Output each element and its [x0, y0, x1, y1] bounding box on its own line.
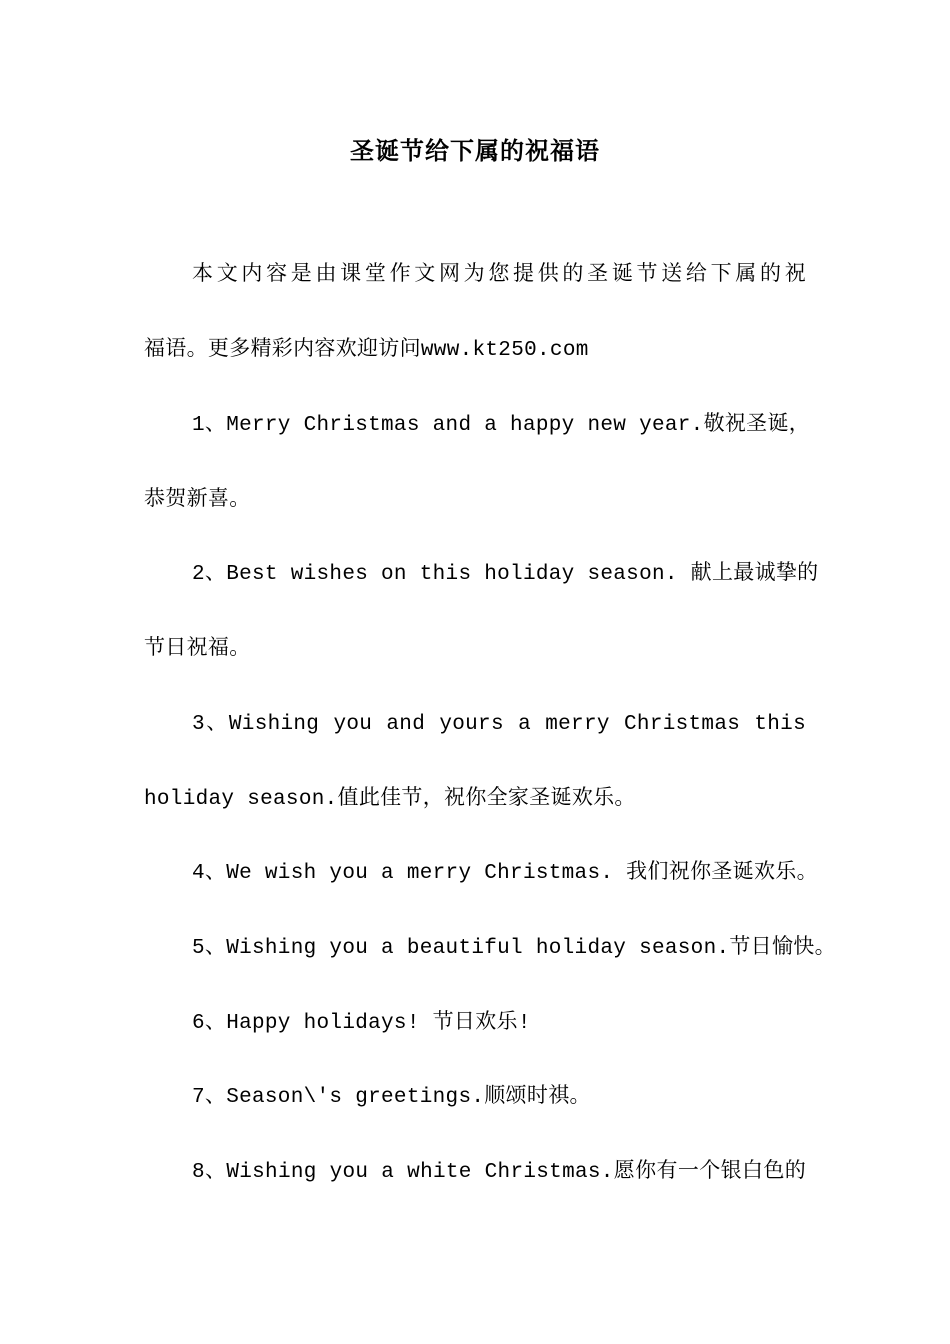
wish-1-line-2: 恭贺新喜。 — [144, 489, 251, 512]
wish-3-line-1: 3、Wishing you and yours a merry Christmas this — [192, 713, 806, 736]
wish-8-line-1: 8、Wishing you a white Christmas.愿你有一个银白色的 — [192, 1161, 806, 1184]
wish-6-line: 6、Happy holidays! 节日欢乐! — [192, 1012, 531, 1035]
document-title: 圣诞节给下属的祝福语 — [350, 136, 600, 165]
wish-1-line-1: 1、Merry Christmas and a happy new year.敬祝圣诞， — [192, 414, 811, 437]
wish-4-line: 4、We wish you a merry Christmas. 我们祝你圣诞欢乐。 — [192, 862, 818, 885]
wish-3-line-2: holiday season.值此佳节，祝你全家圣诞欢乐。 — [144, 788, 636, 811]
intro-line-2: 福语。更多精彩内容欢迎访问www.kt250.com — [144, 339, 589, 362]
wish-2-line-2: 节日祝福。 — [144, 638, 251, 661]
wish-5-line: 5、Wishing you a beautiful holiday season.节日愉快。 — [192, 937, 836, 960]
wish-7-line: 7、Season\'s greetings.顺颂时祺。 — [192, 1086, 591, 1109]
intro-line-1: 本文内容是由课堂作文网为您提供的圣诞节送给下属的祝 — [192, 264, 806, 287]
wish-2-line-1: 2、Best wishes on this holiday season. 献上最诚挚的 — [192, 563, 819, 586]
